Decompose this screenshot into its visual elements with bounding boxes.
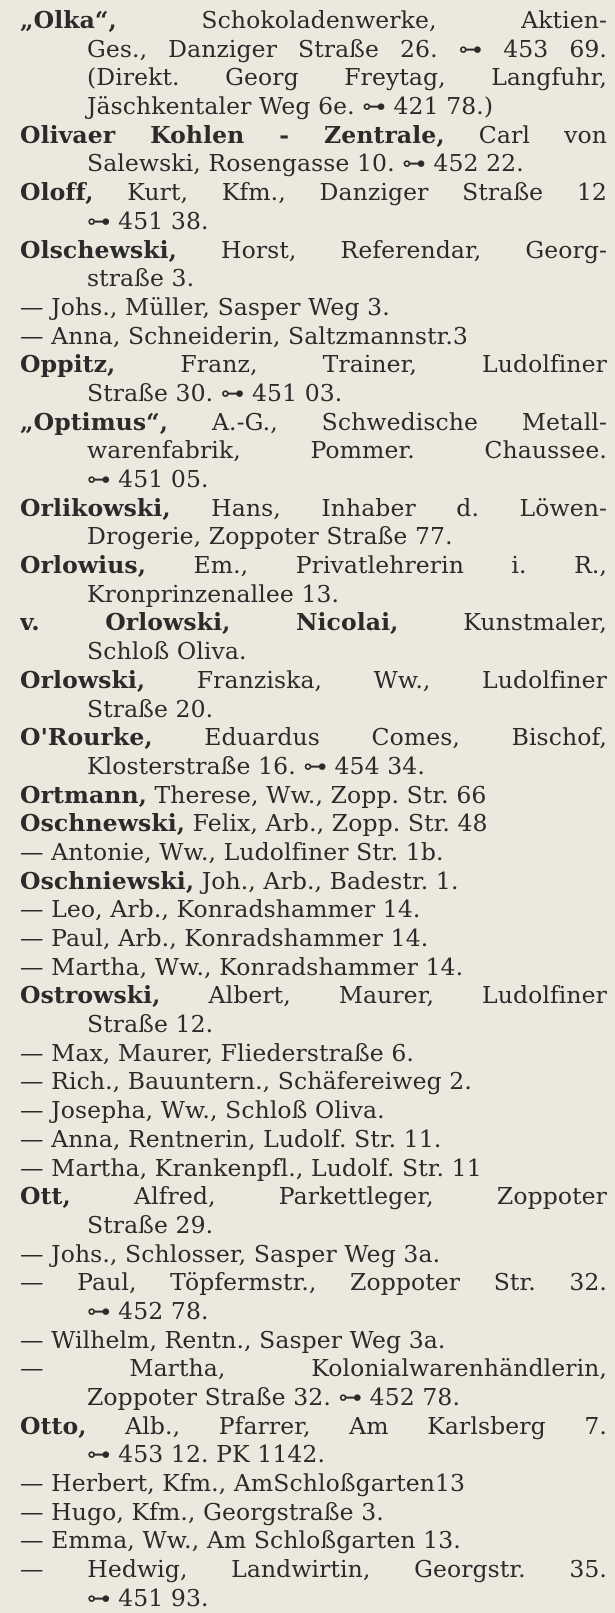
entry-details: Franz, Trainer, Ludolfiner — [115, 350, 607, 379]
directory-entry — [20, 1125, 607, 1154]
entry-details: Eduardus Comes, Bischof, — [152, 723, 607, 752]
entry-first-line — [20, 608, 607, 637]
directory-entry — [20, 178, 607, 235]
entry-details: Alb., Pfarrer, Am Karlsberg 7. — [86, 1411, 607, 1440]
entry-details: — Leo, Arb., Konradshammer 14. — [20, 895, 421, 924]
entry-continuation-line: ⊶ 451 05. — [87, 465, 209, 493]
entry-details: — Rich., Bauuntern., Schäfereiweg 2. — [20, 1067, 472, 1096]
directory-entry — [20, 1326, 607, 1355]
entry-continuation-line: Kronprinzenallee 13. — [87, 579, 340, 608]
entry-name: Ostrowski, — [20, 981, 161, 1010]
directory-entry — [20, 236, 607, 293]
entry-name: Olschewski, — [20, 235, 177, 264]
entry-first-line — [20, 1354, 607, 1383]
entry-continuation-line: Salewski, Rosengasse 10. ⊶ 452 22. — [87, 149, 524, 178]
entry-first-line — [20, 322, 607, 351]
entry-continuation-line: ⊶ 453 12. PK 1142. — [87, 1440, 326, 1469]
entry-details: — Hugo, Kfm., Georgstraße 3. — [20, 1497, 384, 1526]
entry-first-line — [20, 350, 607, 379]
entry-continuation-line: Ges., Danziger Straße 26. ⊶ 453 69. — [87, 34, 607, 63]
directory-entry — [20, 1526, 607, 1555]
entry-continuation-line: ⊶ 452 78. — [87, 1296, 209, 1325]
entry-continuation-line: Straße 20. — [87, 694, 214, 723]
entry-details: Joh., Arb., Badestr. 1. — [194, 866, 459, 895]
directory-entry — [20, 1182, 607, 1239]
entry-name: Oschnewski, — [20, 809, 186, 838]
entry-details: — Martha, Ww., Konradshammer 14. — [20, 952, 464, 981]
entry-first-line — [20, 551, 607, 580]
directory-entry — [20, 322, 607, 351]
entry-continuation-line: Drogerie, Zoppoter Straße 77. — [87, 522, 453, 551]
entry-first-line — [20, 494, 607, 523]
entry-continuation-line: (Direkt. Georg Freytag, Langfuhr, — [87, 63, 607, 92]
entry-first-line — [20, 1096, 607, 1125]
entry-continuation-line: Straße 30. ⊶ 451 03. — [87, 378, 343, 407]
entry-details: — Max, Maurer, Fliederstraße 6. — [20, 1038, 414, 1067]
entry-details: Carl von — [444, 120, 607, 149]
entry-first-line — [20, 924, 607, 953]
entry-name: Orlowius, — [20, 551, 147, 580]
directory-entry — [20, 666, 607, 723]
entry-first-line — [20, 6, 607, 35]
entry-first-line — [20, 121, 607, 150]
entry-continuation-line: Zoppoter Straße 32. ⊶ 452 78. — [87, 1383, 461, 1411]
entry-details: — Antonie, Ww., Ludolfiner Str. 1b. — [20, 837, 444, 866]
directory-entry — [20, 981, 607, 1038]
entry-first-line — [20, 1526, 607, 1555]
directory-entry — [20, 121, 607, 178]
directory-entry — [20, 1154, 607, 1183]
entry-name: Orlowski, — [20, 665, 146, 694]
entry-name: „Olka“, — [20, 6, 117, 34]
entry-first-line — [20, 895, 607, 924]
entry-name: Orlikowski, — [20, 493, 171, 522]
directory-entry — [20, 1354, 607, 1411]
entry-details: — Martha, Kolonialwarenhändlerin, — [20, 1354, 607, 1383]
entry-details: — Hedwig, Landwirtin, Georgstr. 35. — [20, 1555, 607, 1584]
entry-first-line — [20, 1498, 607, 1527]
directory-entry — [20, 1240, 607, 1269]
directory-entry — [20, 1268, 607, 1325]
entry-continuation-line: Klosterstraße 16. ⊶ 454 34. — [87, 751, 425, 780]
entry-details: — Paul, Arb., Konradshammer 14. — [20, 924, 429, 952]
entry-first-line — [20, 236, 607, 265]
directory-entry — [20, 350, 607, 407]
entry-first-line — [20, 408, 607, 437]
entry-details: A.-G., Schwedische Metall- — [168, 407, 607, 436]
entry-details: Kunstmaler, — [398, 608, 607, 637]
directory-entry — [20, 953, 607, 982]
directory-entry — [20, 1469, 607, 1498]
directory-entry — [20, 408, 607, 494]
entry-continuation-line: ⊶ 451 93. — [87, 1583, 209, 1612]
entry-first-line — [20, 1154, 607, 1183]
entry-details: — Martha, Krankenpfl., Ludolf. Str. 11 — [20, 1153, 482, 1182]
entry-name: Oppitz, — [20, 350, 116, 379]
entry-details: Therese, Ww., Zopp. Str. 66 — [146, 780, 487, 809]
entry-details: — Johs., Müller, Sasper Weg 3. — [20, 292, 390, 321]
directory-entry — [20, 1067, 607, 1096]
directory-entry — [20, 494, 607, 551]
directory-entry — [20, 1498, 607, 1527]
entry-details: — Johs., Schlosser, Sasper Weg 3a. — [20, 1239, 441, 1268]
entry-first-line — [20, 867, 607, 896]
entry-name: Oloff, — [20, 178, 94, 207]
entry-first-line — [20, 1240, 607, 1269]
entry-first-line — [20, 1268, 607, 1297]
directory-entry — [20, 6, 607, 121]
entry-first-line — [20, 666, 607, 695]
entry-first-line — [20, 1326, 607, 1355]
entry-details: — Paul, Töpfermstr., Zoppoter Str. 32. — [20, 1268, 607, 1297]
entry-name: v. Orlowski, Nicolai, — [20, 608, 399, 637]
entry-first-line — [20, 1555, 607, 1584]
directory-entry — [20, 895, 607, 924]
entry-first-line — [20, 1412, 607, 1441]
entry-details: Hans, Inhaber d. Löwen- — [170, 493, 607, 522]
entry-details: Alfred, Parkettleger, Zoppoter — [70, 1182, 607, 1211]
entry-continuation-line: Schloß Oliva. — [87, 637, 247, 666]
directory-entry — [20, 809, 607, 838]
entry-details: — Herbert, Kfm., AmSchloßgarten13 — [20, 1469, 466, 1498]
entry-name: Olivaer Kohlen - Zentrale, — [20, 120, 445, 149]
entry-details: Kurt, Kfm., Danziger Straße 12 — [93, 178, 607, 207]
directory-entry — [20, 924, 607, 953]
entry-first-line — [20, 781, 607, 810]
directory-entry — [20, 608, 607, 665]
entry-first-line — [20, 1125, 607, 1154]
entry-continuation-line: straße 3. — [87, 264, 195, 293]
directory-entry — [20, 723, 607, 780]
entry-details: — Josepha, Ww., Schloß Oliva. — [20, 1096, 385, 1125]
directory-entry — [20, 1412, 607, 1469]
entry-continuation-line: Straße 12. — [87, 1010, 214, 1039]
entry-details: — Wilhelm, Rentn., Sasper Weg 3a. — [20, 1325, 446, 1354]
entry-details: — Anna, Rentnerin, Ludolf. Str. 11. — [20, 1124, 442, 1153]
entry-details: Felix, Arb., Zopp. Str. 48 — [185, 809, 488, 838]
directory-entry — [20, 551, 607, 608]
entry-name: O'Rourke, — [20, 723, 153, 752]
entry-details: Albert, Maurer, Ludolfiner — [160, 981, 607, 1010]
entry-first-line — [20, 723, 607, 752]
entry-details: Horst, Referendar, Georg- — [176, 235, 607, 264]
entry-first-line — [20, 1067, 607, 1096]
entry-first-line — [20, 293, 607, 322]
entry-first-line — [20, 1469, 607, 1498]
entry-first-line — [20, 809, 607, 838]
entry-first-line — [20, 838, 607, 867]
entry-name: Ott, — [20, 1182, 71, 1211]
entry-continuation-line: warenfabrik, Pommer. Chaussee. — [87, 436, 607, 465]
entry-first-line — [20, 953, 607, 982]
entry-details: — Anna, Schneiderin, Saltzmannstr.3 — [20, 321, 468, 350]
entry-details: Schokoladenwerke, Aktien- — [116, 6, 607, 34]
entry-first-line — [20, 1039, 607, 1068]
entry-name: Oschniewski, — [20, 866, 195, 895]
directory-entry — [20, 1096, 607, 1125]
entry-continuation-line: ⊶ 451 38. — [87, 206, 209, 235]
directory-entry — [20, 838, 607, 867]
directory-entry — [20, 1039, 607, 1068]
entry-continuation-line: Jäschkentaler Weg 6e. ⊶ 421 78.) — [87, 92, 494, 121]
entry-name: Ortmann, — [20, 780, 147, 809]
entry-first-line — [20, 1182, 607, 1211]
entry-name: Otto, — [20, 1411, 87, 1440]
entry-first-line — [20, 981, 607, 1010]
entry-first-line — [20, 178, 607, 207]
directory-entry — [20, 293, 607, 322]
directory-entry — [20, 867, 607, 896]
entry-details: Franziska, Ww., Ludolfiner — [145, 665, 607, 694]
entry-continuation-line: Straße 29. — [87, 1210, 214, 1239]
directory-entry — [20, 1555, 607, 1612]
entry-name: „Optimus“, — [20, 407, 169, 436]
entry-details: — Emma, Ww., Am Schloßgarten 13. — [20, 1526, 461, 1555]
directory-entry — [20, 781, 607, 810]
entry-details: Em., Privatlehrerin i. R., — [146, 551, 607, 580]
